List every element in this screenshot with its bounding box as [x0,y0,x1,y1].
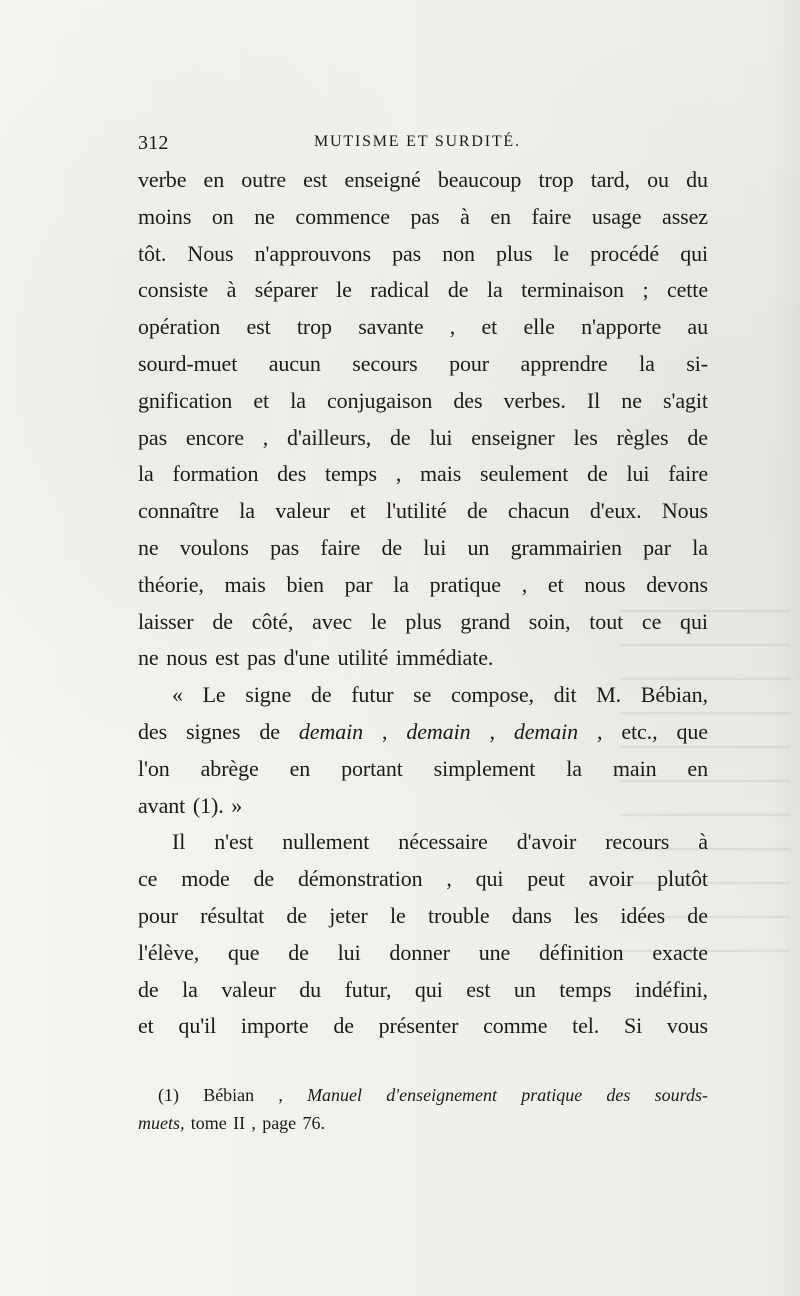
text-word: apprendre [520,350,608,376]
text-word: trop [538,167,574,192]
text-word: cette [666,277,708,303]
text-word: donner [389,939,450,965]
text-word: qu'il [178,1013,217,1039]
text-word: l'on [138,755,170,781]
text-word: présenter [378,1013,459,1039]
text-word: au [687,314,708,340]
text-word: opération [138,314,221,340]
text-word: verbe [138,167,187,192]
text-word: 76. [302,1113,325,1133]
text-word: se [413,682,432,708]
text-word: ne [138,645,159,671]
text-word: elle [523,314,555,340]
text-word: que [228,939,260,965]
text-word: mais [224,571,266,597]
text-word: la [692,534,708,560]
text-word: mais [420,461,462,487]
text-word: dans [511,902,552,928]
text-word: de [138,976,159,1002]
text-line [138,640,708,677]
text-word: devons [646,571,708,597]
text-word: lui [337,939,361,965]
text-line [138,1008,708,1045]
text-word: on [211,203,234,229]
text-word: théorie, [138,571,204,597]
text-word: laisser [138,608,194,634]
text-word: la [290,387,306,413]
text-word: dit [553,682,577,708]
text-word: II [233,1113,246,1133]
italic-word: sourds- [654,1085,708,1105]
italic-word: pratique [521,1085,583,1105]
page-header [138,132,708,156]
text-word: beaucoup [437,167,522,192]
text-line [138,604,708,641]
text-line [138,199,708,236]
text-word: jeter [329,902,368,928]
text-word: la [393,571,409,597]
text-word: mode [181,866,230,892]
text-word: pas [392,240,422,266]
text-word: simplement [433,755,536,781]
text-word: encore [185,424,244,450]
italic-word: des [606,1085,631,1105]
text-word: commence [295,203,390,229]
italic-word: demain [406,718,471,744]
text-word: la [182,976,198,1002]
text-word: plus [496,240,533,266]
text-word: pas [246,645,276,671]
text-word: lui [626,461,650,487]
text-word: Le [202,682,226,708]
text-word: procédé [590,240,660,266]
text-word: ne [254,203,275,229]
text-line [138,972,708,1009]
text-word: consiste [138,277,209,303]
text-word: n'approuvons [254,240,371,266]
text-word: voulons [179,534,249,560]
text-line [138,567,708,604]
text-word: Bébian, [640,682,708,708]
text-word: le [553,240,570,266]
text-word: est [246,314,271,340]
text-line [138,456,708,493]
text-word: , [395,461,402,487]
text-word: outre [241,167,286,192]
text-word: , [251,1113,256,1133]
text-line [138,677,708,714]
text-word: tôt. [138,240,167,266]
text-word: définition [539,939,624,965]
text-word: plutôt [657,866,708,892]
text-line [138,714,708,751]
text-line [138,935,708,972]
text-word: signe [245,682,292,708]
text-word: enseigné [344,167,421,192]
text-line [138,898,708,935]
text-word: démonstration [297,866,423,892]
text-word: , [449,314,456,340]
text-word: , [262,424,269,450]
text-line [138,309,708,346]
running-title: MUTISME ET SURDITÉ. [314,133,521,150]
text-word: de [381,534,403,560]
text-word: une [478,939,511,965]
text-word: Bébian [203,1085,255,1105]
text-word: et [547,571,564,597]
text-word: signes [185,718,241,744]
text-word: assez [662,203,708,229]
text-word: peut [527,866,565,892]
text-word: de [333,1013,354,1039]
text-word: compose, [450,682,534,708]
text-word: sourd-muet [138,350,238,376]
text-word: , [278,1085,283,1105]
text-word: « [172,682,183,708]
text-word: nous [166,645,208,671]
text-word: ne [621,387,642,413]
text-word: n'est [214,829,254,855]
text-word: usage [591,203,642,229]
text-word: lui [429,424,453,450]
text-word: de [687,902,708,928]
italic-word: Manuel [307,1085,363,1105]
text-word: ce [641,608,662,634]
text-line [138,272,708,309]
text-word: soin, [528,608,571,634]
text-word: le [390,902,406,928]
text-word: , [382,718,388,744]
text-word: Nous [187,240,234,266]
text-word: les [573,424,598,450]
text-word: des [277,461,307,487]
text-word: seulement [479,461,569,487]
text-word: et [481,314,498,340]
text-word: avec [312,608,353,634]
text-word: » [231,792,243,818]
text-word: si- [686,350,708,376]
text-word: Si [623,1013,643,1039]
text-word: Il [172,829,186,855]
text-word: ne [138,534,159,560]
text-word: de [212,608,233,634]
text-word: l'élève, [138,939,200,965]
text-word: valeur [221,976,276,1002]
text-word: qui [680,240,708,266]
text-word: bien [286,571,324,597]
text-word: tel. [572,1013,600,1039]
text-word: trouble [427,902,490,928]
text-word: moins [138,203,192,229]
text-line [138,861,708,898]
text-word: temps [559,976,612,1002]
text-word: à [226,277,237,303]
text-word: non [442,240,475,266]
text-word: résultat [200,902,265,928]
text-line [138,383,708,420]
text-line [138,420,708,457]
text-word: avoir [588,866,634,892]
text-word: séparer [254,277,318,303]
text-word: en [289,755,311,781]
text-word: n'apporte [581,314,662,340]
text-word: abrège [200,755,259,781]
text-word: tard, [590,167,630,192]
text-word: nous [584,571,626,597]
text-word: de [253,866,275,892]
text-word: comme [483,1013,548,1039]
text-word: grammairien [510,534,622,560]
footnote-line [138,1081,708,1109]
text-word: faire [668,461,708,487]
text-word: indéfini, [634,976,708,1002]
text-word: Il [586,387,601,413]
text-word: le [336,277,352,303]
text-word: page [262,1113,297,1133]
text-word: en [490,203,511,229]
text-word: pratique [429,571,501,597]
text-word: en [687,755,708,781]
text-word: règles [616,424,669,450]
text-word: avant [138,792,186,818]
text-word: utilité [337,645,389,671]
italic-word: demain [513,718,579,744]
text-word: et [253,387,270,413]
text-word: la [486,277,503,303]
page-number: 312 [138,132,169,154]
text-word: la [639,350,655,376]
text-word: importe [240,1013,309,1039]
text-word: , [596,718,603,744]
text-word: pour [449,350,490,376]
text-word: tome [190,1113,227,1133]
text-word: de [259,718,280,744]
text-word: (1) [158,1085,179,1105]
italic-word: d'enseignement [386,1085,498,1105]
text-word: le [370,608,387,634]
text-word: de [390,424,411,450]
text-word: s'agit [663,387,708,413]
text-word: de [466,498,488,524]
text-line [138,493,708,530]
text-word: l'utilité [386,498,447,524]
text-word: pour [138,902,178,928]
text-word: d'ailleurs, [287,424,372,450]
text-word: gnification [138,387,233,413]
text-word: Nous [661,498,708,524]
text-word: secours [352,350,418,376]
text-word: faire [531,203,572,229]
text-word: conjugaison [327,387,433,413]
text-word: recours [605,829,670,855]
text-word: valeur [275,498,330,524]
text-word: de [587,461,608,487]
text-word: futur [351,682,394,708]
body-text [138,162,708,1045]
text-word: des [138,718,168,744]
text-word: connaître [138,498,219,524]
text-word: par [643,534,671,560]
text-word: immédiate. [395,645,494,671]
text-word: radical [370,277,430,303]
text-word: ou [647,167,669,192]
text-word: ce [138,866,158,892]
text-word: pas [138,424,168,450]
footnote-block [138,1081,708,1137]
text-line [138,346,708,383]
text-word: du [686,167,708,192]
text-word: trop [296,314,332,340]
text-word: qui [680,608,708,634]
text-word: d'eux. [589,498,642,524]
text-word: tout [589,608,624,634]
text-word: de [447,277,469,303]
text-word: les [573,902,599,928]
text-word: plus [405,608,442,634]
text-word: pas [410,203,440,229]
text-word: , [489,718,495,744]
text-word: de [687,424,708,450]
text-word: et [350,498,366,524]
italic-word: muets, [138,1113,185,1133]
text-word: la [239,498,255,524]
text-word: d'avoir [516,829,577,855]
text-word: à [460,203,470,229]
text-word: futur, [344,976,392,1002]
text-word: aucun [268,350,321,376]
text-word: nullement [282,829,370,855]
text-word: exacte [652,939,708,965]
text-word: qui [475,866,504,892]
text-word: ; [642,277,649,303]
italic-word: demain [298,718,364,744]
text-word: du [299,976,322,1002]
text-word: M. [596,682,622,708]
text-word: côté, [251,608,294,634]
text-line [138,162,708,199]
text-word: terminaison [521,277,624,303]
text-word: etc., [621,718,658,744]
text-word: temps [324,461,378,487]
text-word: idées [620,902,666,928]
text-word: enseigner [471,424,555,450]
text-word: la [566,755,582,781]
text-word: verbes. [503,387,566,413]
text-word: (1). [192,792,224,818]
text-word: en [203,167,225,192]
text-word: grand [460,608,510,634]
text-word: , [446,866,452,892]
text-word: des [453,387,483,413]
text-word: est [215,645,240,671]
text-word: un [467,534,490,560]
text-word: que [676,718,708,744]
text-word: est [303,167,328,192]
text-word: vous [666,1013,708,1039]
page-edge-shadow [770,0,800,1296]
text-word: et [138,1013,154,1039]
footnote-line [138,1109,708,1137]
text-line [138,530,708,567]
text-word: lui [423,534,447,560]
text-line [138,824,708,861]
text-word: par [344,571,373,597]
text-word: pas [270,534,300,560]
text-word: la [138,461,154,487]
text-word: portant [341,755,403,781]
text-line [138,788,708,825]
text-word: chacun [507,498,570,524]
text-word: un [513,976,536,1002]
text-line [138,751,708,788]
text-word: , [521,571,528,597]
text-word: à [698,829,708,855]
text-word: de [288,939,309,965]
text-line [138,236,708,273]
text-word: qui [414,976,443,1002]
text-word: formation [172,461,259,487]
text-word: de [286,902,307,928]
text-word: de [310,682,332,708]
text-word: faire [320,534,361,560]
text-word: savante [358,314,424,340]
text-word: d'une [283,645,330,671]
text-word: main [612,755,657,781]
text-word: nécessaire [398,829,488,855]
text-word: est [466,976,491,1002]
